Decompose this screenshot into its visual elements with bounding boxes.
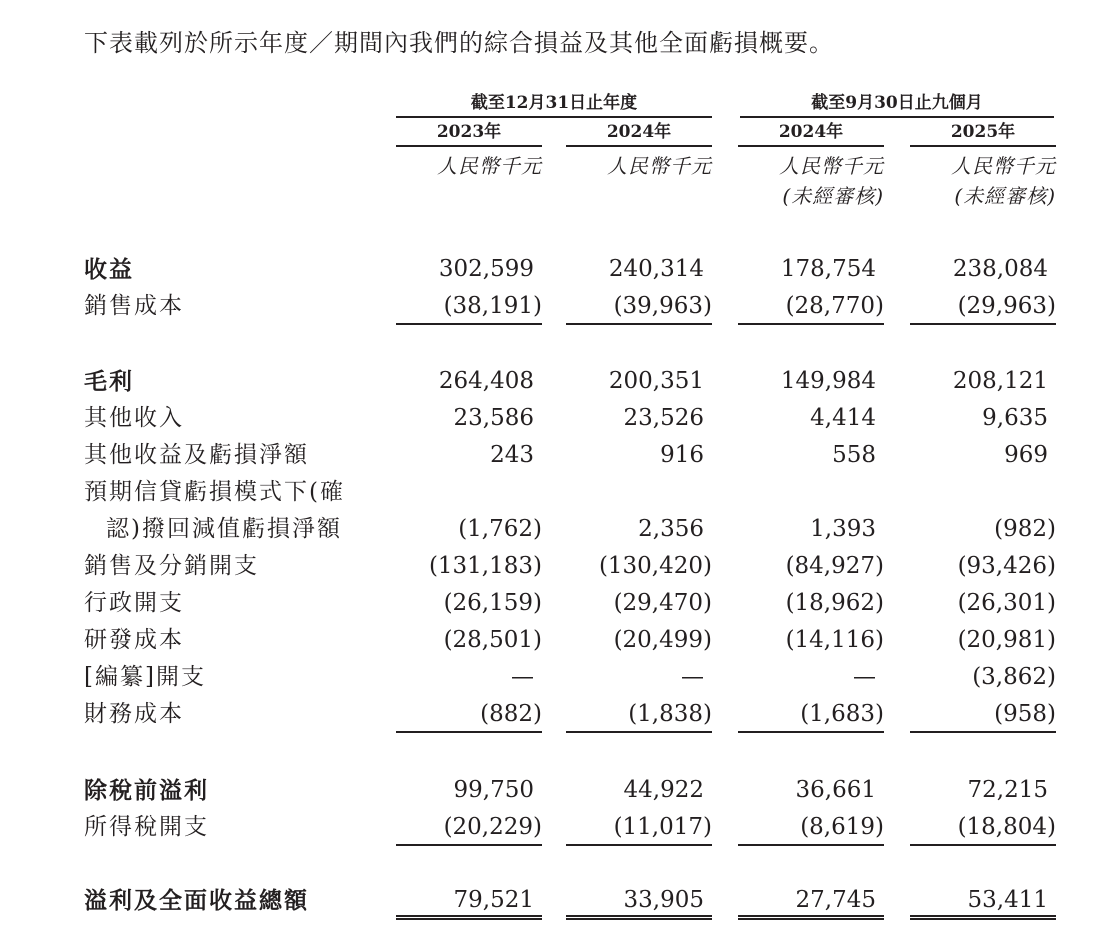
row-label: 其他收益及虧損淨額 <box>84 442 309 468</box>
row-label: 收益 <box>84 256 134 283</box>
cell-value: (20,229) <box>396 809 542 846</box>
intro-text: 下表載列於所示年度／期間內我們的綜合損益及其他全面虧損概要。 <box>84 29 834 57</box>
table-row-gross-profit <box>0 363 1108 400</box>
cell-value: 240,314 <box>608 256 704 282</box>
cell-value: 36,661 <box>795 777 876 803</box>
table-row-other-gains-losses <box>0 437 1108 474</box>
row-label: 所得稅開支 <box>84 814 209 840</box>
cell-value: 9,635 <box>982 405 1048 431</box>
cell-value: (131,183) <box>428 553 542 579</box>
cell-value: (18,962) <box>785 590 884 616</box>
header-group-year-ended: 截至12月31日止年度 <box>396 92 712 118</box>
cell-value: 243 <box>490 442 534 468</box>
row-label: 行政開支 <box>84 590 184 616</box>
cell-value: (958) <box>910 696 1056 733</box>
header-unaudited-col4: (未經審核) <box>954 184 1056 208</box>
row-label: 銷售及分銷開支 <box>84 553 259 579</box>
table-row-finance-costs <box>0 696 1108 733</box>
cell-value: 2,356 <box>638 516 704 542</box>
cell-value: (20,981) <box>957 627 1056 653</box>
cell-value: 916 <box>660 442 704 468</box>
cell-value: (38,191) <box>396 288 542 325</box>
cell-value: (29,963) <box>910 288 1056 325</box>
cell-value: 558 <box>832 442 876 468</box>
cell-value: 27,745 <box>738 882 884 920</box>
cell-value: — <box>853 664 876 690</box>
row-label: 溢利及全面收益總額 <box>84 887 309 914</box>
cell-value: — <box>681 664 704 690</box>
cell-value: (1,838) <box>566 696 712 733</box>
header-year-col4: 2025年 <box>910 121 1056 147</box>
cell-value: (1,683) <box>738 696 884 733</box>
cell-value: 33,905 <box>566 882 712 920</box>
cell-value: 208,121 <box>952 368 1048 394</box>
header-unit-col4: 人民幣千元 <box>951 154 1056 178</box>
cell-value: 23,526 <box>623 405 704 431</box>
cell-value: 4,414 <box>810 405 876 431</box>
cell-value: (8,619) <box>738 809 884 846</box>
row-label: [編纂]開支 <box>84 664 206 690</box>
cell-value: 238,084 <box>952 256 1048 282</box>
cell-value: (11,017) <box>566 809 712 846</box>
header-group-nine-months: 截至9月30日止九個月 <box>740 92 1054 118</box>
cell-value: (3,862) <box>972 664 1056 690</box>
header-year-col3: 2024年 <box>738 121 884 147</box>
cell-value: 53,411 <box>910 882 1056 920</box>
table-row-selling-distribution <box>0 548 1108 585</box>
cell-value: (26,301) <box>957 590 1056 616</box>
cell-value: (1,762) <box>458 516 542 542</box>
row-label: 除稅前溢利 <box>84 777 209 804</box>
cell-value: 1,393 <box>810 516 876 542</box>
cell-value: 44,922 <box>623 777 704 803</box>
header-unit-col3: 人民幣千元 <box>779 154 884 178</box>
row-label: 毛利 <box>84 368 134 395</box>
row-label-continued: 認)撥回減值虧損淨額 <box>106 516 342 542</box>
table-row-profit-before-tax <box>0 772 1108 809</box>
cell-value: (28,770) <box>738 288 884 325</box>
header-year-col2: 2024年 <box>566 121 712 147</box>
table-row-revenue <box>0 251 1108 288</box>
cell-value: 969 <box>1004 442 1048 468</box>
row-label: 財務成本 <box>84 701 184 727</box>
header-unit-col1: 人民幣千元 <box>437 154 542 178</box>
table-row-redacted-expenses <box>0 659 1108 696</box>
cell-value: 99,750 <box>453 777 534 803</box>
table-row-ecl-line1 <box>0 474 1108 511</box>
table-row-ecl-impairment <box>0 511 1108 548</box>
row-label: 研發成本 <box>84 627 184 653</box>
cell-value: (882) <box>396 696 542 733</box>
header-year-col1: 2023年 <box>396 121 542 147</box>
cell-value: 23,586 <box>453 405 534 431</box>
cell-value: 149,984 <box>780 368 876 394</box>
table-row-administrative <box>0 585 1108 622</box>
cell-value: 264,408 <box>438 368 534 394</box>
cell-value: (93,426) <box>957 553 1056 579</box>
row-label: 其他收入 <box>84 405 184 431</box>
cell-value: (29,470) <box>613 590 712 616</box>
table-row-total-comprehensive-income <box>0 882 1108 919</box>
cell-value: (39,963) <box>566 288 712 325</box>
cell-value: (84,927) <box>785 553 884 579</box>
table-row-research-development <box>0 622 1108 659</box>
cell-value: (20,499) <box>613 627 712 653</box>
header-unit-col2: 人民幣千元 <box>607 154 712 178</box>
cell-value: 302,599 <box>438 256 534 282</box>
cell-value: — <box>511 664 534 690</box>
cell-value: (18,804) <box>910 809 1056 846</box>
cell-value: 79,521 <box>396 882 542 920</box>
cell-value: (28,501) <box>443 627 542 653</box>
row-label: 預期信貸虧損模式下(確 <box>84 479 345 505</box>
header-unaudited-col3: (未經審核) <box>782 184 884 208</box>
table-row-other-income <box>0 400 1108 437</box>
cell-value: (26,159) <box>443 590 542 616</box>
row-label: 銷售成本 <box>84 293 184 319</box>
cell-value: (982) <box>994 516 1056 542</box>
cell-value: (14,116) <box>785 627 884 653</box>
cell-value: 72,215 <box>967 777 1048 803</box>
cell-value: 200,351 <box>608 368 704 394</box>
table-row-cost-of-sales <box>0 288 1108 325</box>
table-row-income-tax <box>0 809 1108 846</box>
cell-value: (130,420) <box>598 553 712 579</box>
cell-value: 178,754 <box>780 256 876 282</box>
